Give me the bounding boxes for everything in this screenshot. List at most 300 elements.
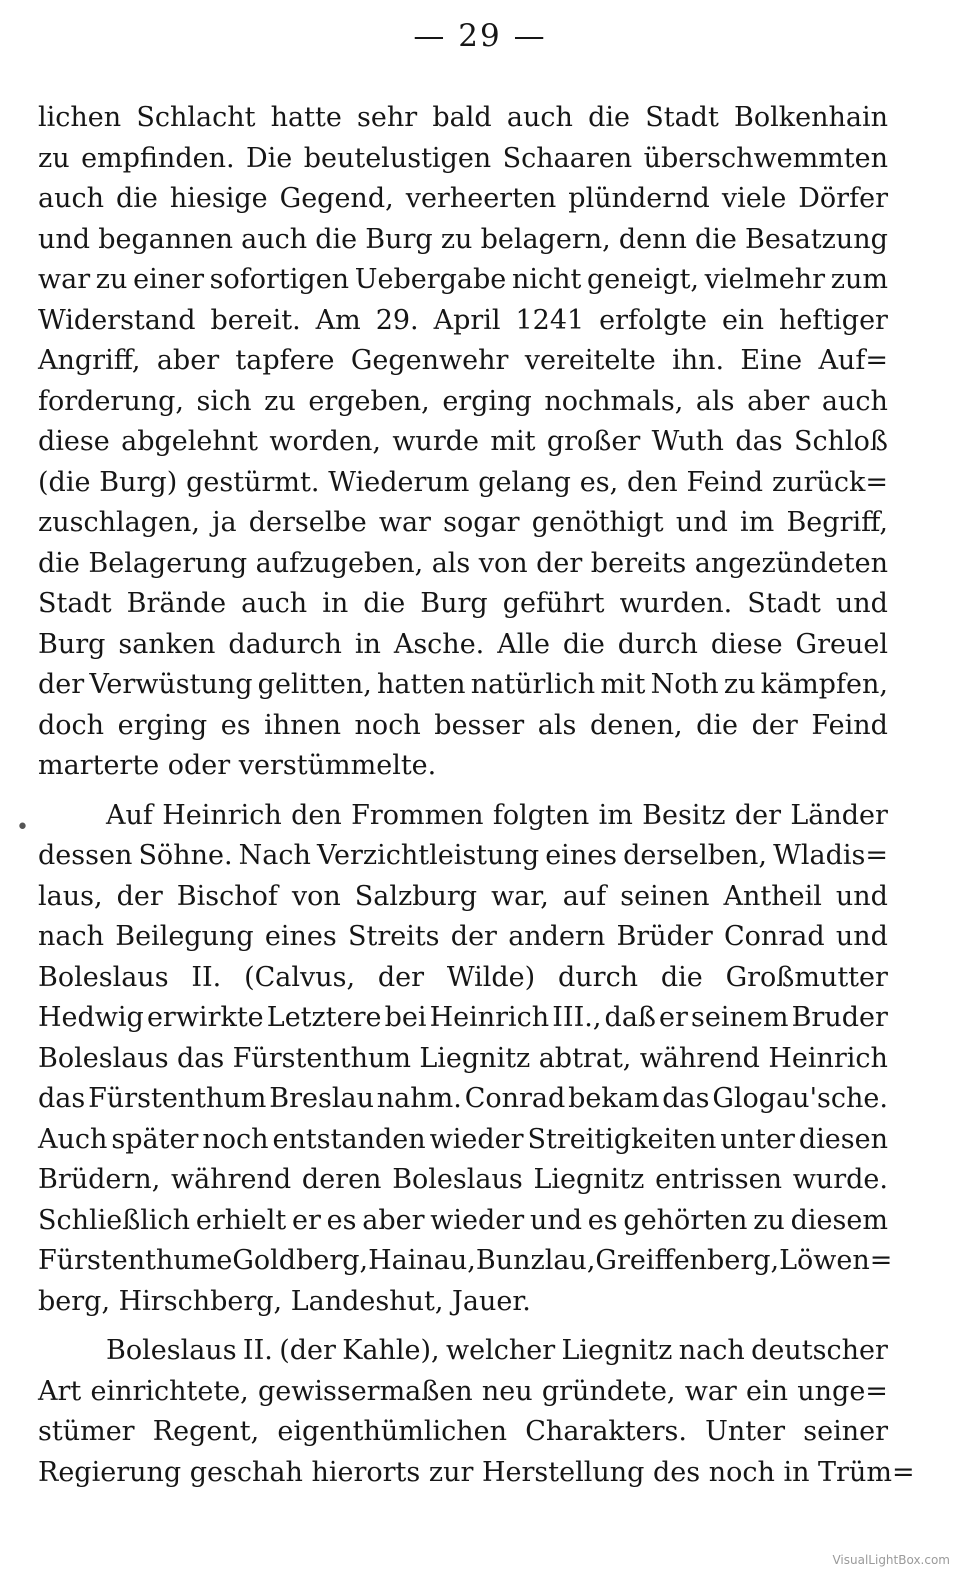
word: dessen xyxy=(38,840,133,871)
word: großer xyxy=(546,426,641,457)
word: die xyxy=(696,709,739,741)
watermark: VisualLightBox.com xyxy=(832,1553,950,1567)
word: Burg) xyxy=(99,466,178,498)
word: nach xyxy=(678,1335,745,1366)
text-line xyxy=(38,836,888,877)
word: abgelehnt xyxy=(121,426,259,457)
word: auch xyxy=(506,102,573,133)
word: Verwüstung xyxy=(89,669,253,700)
word: Burg xyxy=(38,628,106,660)
word: Frommen xyxy=(351,799,484,831)
text-line xyxy=(38,1282,888,1323)
text-line xyxy=(38,301,888,342)
word: erging xyxy=(442,385,532,417)
word: III., xyxy=(552,1002,602,1033)
word: Heinrich xyxy=(429,1002,550,1033)
word: er xyxy=(291,1204,321,1236)
word: Kahle), xyxy=(342,1335,440,1366)
word: Bischof xyxy=(176,880,278,912)
text-line xyxy=(38,503,888,544)
word: neu xyxy=(481,1375,533,1407)
text-line xyxy=(38,998,888,1039)
word: ihn. xyxy=(672,345,725,376)
word: als xyxy=(695,385,735,417)
text-line xyxy=(38,746,888,787)
word: 29. xyxy=(375,304,419,336)
word: der xyxy=(38,669,85,700)
word: ein xyxy=(721,304,764,336)
word: auf xyxy=(562,880,607,912)
word: auch xyxy=(38,183,104,214)
word: sehr xyxy=(357,102,418,133)
word: Stadt xyxy=(645,102,719,133)
word: denn xyxy=(618,223,687,255)
word: wurde. xyxy=(792,1164,888,1195)
word: vielmehr xyxy=(704,264,826,295)
word: sofortigen xyxy=(209,264,350,295)
word: vereitelte xyxy=(524,345,656,376)
word: Liegnitz xyxy=(419,1042,531,1074)
word: auch xyxy=(241,223,308,255)
word: Begriff, xyxy=(786,507,888,538)
word: hatten xyxy=(377,669,466,700)
word: Streitigkeiten xyxy=(527,1123,717,1155)
word: war xyxy=(684,1375,737,1407)
word: viele xyxy=(721,183,787,214)
word: diesen xyxy=(798,1123,888,1155)
word: Regierung xyxy=(38,1456,190,1488)
word: Antheil xyxy=(723,880,822,912)
word: Großmutter xyxy=(725,961,888,993)
word: lichen xyxy=(38,102,122,133)
word: ja xyxy=(212,507,237,538)
word: genöthigt xyxy=(531,507,664,538)
word: nahm. xyxy=(376,1083,462,1114)
text-line xyxy=(38,544,888,585)
word: wieder xyxy=(430,1204,525,1236)
word: Gegenwehr xyxy=(350,345,509,376)
word: bereits xyxy=(590,547,687,579)
word: (die xyxy=(38,466,91,498)
word: Regent, xyxy=(152,1416,260,1447)
text-line xyxy=(38,1120,888,1161)
word: sogar xyxy=(443,507,520,538)
word: folgten xyxy=(492,799,590,831)
word: das xyxy=(38,1083,86,1114)
word: auch xyxy=(241,588,308,619)
word: die xyxy=(115,183,158,214)
word: hiesige xyxy=(169,183,268,214)
text-line xyxy=(38,917,888,958)
word: Greuel xyxy=(795,628,888,660)
paragraph-gap xyxy=(38,787,888,796)
word: Verzichtleistung xyxy=(316,840,540,871)
text-line xyxy=(38,179,888,220)
word: Burg xyxy=(420,588,488,619)
word: berg, xyxy=(38,1285,119,1317)
word: aufzugeben, xyxy=(255,547,424,579)
word: belagern, xyxy=(480,223,611,255)
word: unter xyxy=(720,1123,795,1155)
word: durch xyxy=(557,961,639,993)
word: Angriff, xyxy=(38,345,141,376)
word: geschah xyxy=(189,1456,312,1488)
word: 1241 xyxy=(515,304,585,336)
word: seinen xyxy=(620,880,710,912)
word: und xyxy=(835,921,888,952)
word: besser xyxy=(434,709,525,741)
word: der xyxy=(116,880,163,912)
word: im xyxy=(598,799,633,831)
word: später xyxy=(111,1123,199,1155)
word: in xyxy=(354,628,381,660)
word: von xyxy=(291,880,341,912)
word: (Calvus, xyxy=(244,961,356,993)
text-line xyxy=(38,877,888,918)
word: und xyxy=(38,223,91,255)
word: Schlacht xyxy=(136,102,256,133)
word: Streits xyxy=(347,921,440,952)
word: es xyxy=(326,1204,357,1236)
word: die xyxy=(315,223,358,255)
word: Hirschberg, xyxy=(118,1285,291,1317)
word: nach xyxy=(38,921,104,952)
word: Herstellung xyxy=(481,1456,653,1488)
word: gehörten xyxy=(623,1204,748,1236)
word: Asche. xyxy=(393,628,485,660)
word: bekam xyxy=(568,1083,660,1114)
word: dadurch xyxy=(228,628,342,660)
word: Liegnitz xyxy=(533,1164,645,1195)
word: war xyxy=(378,507,431,538)
word: Salzburg xyxy=(354,880,478,912)
word: Hedwig xyxy=(38,1002,144,1033)
word: Bruder xyxy=(791,1002,888,1033)
word: Besatzung xyxy=(745,223,888,255)
word: Länder xyxy=(790,799,888,831)
word: zurück= xyxy=(771,466,888,498)
word: bereit. xyxy=(210,304,301,336)
word: Fürstenthume xyxy=(38,1245,233,1276)
word: laus, xyxy=(38,880,103,912)
word: Goldberg, xyxy=(232,1245,369,1276)
word: die xyxy=(38,547,80,579)
word: Conrad xyxy=(724,921,825,952)
word: marterte xyxy=(38,750,168,781)
word: gelang xyxy=(478,466,571,498)
word: zu xyxy=(38,142,70,174)
text-line xyxy=(38,958,888,999)
word: Belagerung xyxy=(88,547,248,579)
word: es, xyxy=(579,466,619,498)
word: welcher xyxy=(446,1335,556,1366)
text-line xyxy=(38,341,888,382)
word: Noth xyxy=(650,669,719,700)
word: zu xyxy=(95,264,128,295)
word: Greiffenberg, xyxy=(595,1245,780,1276)
word: seinem xyxy=(691,1002,789,1033)
word: deutscher xyxy=(751,1335,888,1366)
text-line xyxy=(38,382,888,423)
word: geneigt, xyxy=(587,264,699,295)
word: Boleslaus xyxy=(392,1164,523,1195)
word: Uebergabe xyxy=(354,264,507,295)
word: Bunzlau, xyxy=(475,1245,596,1276)
page-number-header: — 29 — xyxy=(413,18,547,54)
text-line xyxy=(38,98,888,139)
text-line xyxy=(38,1331,888,1372)
word: daß xyxy=(604,1002,656,1033)
text-line xyxy=(38,1241,893,1282)
word: bald xyxy=(432,102,492,133)
word: einer xyxy=(133,264,204,295)
word: es xyxy=(220,709,251,741)
word: das xyxy=(662,1083,710,1114)
word: erging xyxy=(117,709,208,741)
word: und xyxy=(835,880,888,912)
word: Fürstenthum xyxy=(88,1083,267,1114)
word: Schloß xyxy=(793,426,888,457)
word: Wuth xyxy=(651,426,724,457)
word: zu xyxy=(753,1204,785,1236)
word: Brände xyxy=(126,588,227,619)
word: erhielt xyxy=(195,1204,287,1236)
word: Alle xyxy=(497,628,550,660)
word: andern xyxy=(508,921,606,952)
word: es xyxy=(587,1204,618,1236)
word: tapfere xyxy=(235,345,335,376)
word: ergeben, xyxy=(308,385,430,417)
word: stümer xyxy=(38,1416,135,1447)
word: der xyxy=(751,709,798,741)
word: Art xyxy=(38,1375,82,1407)
word: heftiger xyxy=(778,304,888,336)
word: aber xyxy=(156,345,220,376)
word: noch xyxy=(354,709,421,741)
text-line xyxy=(38,625,888,666)
word: Conrad xyxy=(464,1083,566,1114)
word: die xyxy=(363,588,406,619)
word: Widerstand xyxy=(38,304,196,336)
word: zuschlagen, xyxy=(38,507,200,538)
word: Heinrich xyxy=(768,1042,888,1074)
word: durch xyxy=(617,628,698,660)
word: die xyxy=(588,102,631,133)
word: entstanden xyxy=(272,1123,426,1155)
word: Boleslaus xyxy=(38,961,169,993)
word: plündernd xyxy=(568,183,710,214)
word: worden, xyxy=(269,426,381,457)
word: Glogau'sche. xyxy=(712,1083,888,1114)
word: wurde xyxy=(392,426,479,457)
word: Besitz xyxy=(642,799,726,831)
word: während xyxy=(639,1042,760,1074)
word: Letztere xyxy=(266,1002,382,1033)
word: Boleslaus xyxy=(38,1042,169,1074)
word: II. xyxy=(242,1335,273,1366)
word: den xyxy=(291,799,342,831)
word: oder xyxy=(167,750,239,781)
word: aber xyxy=(747,385,810,417)
word: Wilde) xyxy=(446,961,536,993)
word: Feind xyxy=(686,466,764,498)
word: gründete, xyxy=(541,1375,676,1407)
text-line xyxy=(38,220,888,261)
word: eines xyxy=(264,921,337,952)
word: Burg xyxy=(365,223,433,255)
word: das xyxy=(735,426,783,457)
word: ein xyxy=(746,1375,789,1407)
text-line xyxy=(38,1039,888,1080)
word: Boleslaus xyxy=(106,1335,237,1366)
word: bei xyxy=(384,1002,427,1033)
word: der xyxy=(450,921,497,952)
word: mit xyxy=(600,669,646,700)
word: der xyxy=(377,961,425,993)
word: und xyxy=(835,588,888,619)
word: Heinrich xyxy=(162,799,282,831)
word: beutelustigen xyxy=(303,142,492,174)
word: Am xyxy=(315,304,361,336)
word: Jauer. xyxy=(452,1285,531,1317)
word: während xyxy=(171,1164,292,1195)
word: natürlich xyxy=(470,669,596,700)
word: zum xyxy=(830,264,888,295)
word: Stadt xyxy=(38,588,112,619)
word: zu xyxy=(723,669,756,700)
word: kämpfen, xyxy=(760,669,888,700)
word: Feind xyxy=(811,709,888,741)
margin-mark: • xyxy=(16,815,29,840)
word: zu xyxy=(440,223,473,255)
word: diese xyxy=(38,426,110,457)
word: Nach xyxy=(238,840,311,871)
word: die xyxy=(562,628,605,660)
word: hierorts xyxy=(311,1456,429,1488)
word: denen, xyxy=(589,709,683,741)
word: eines xyxy=(545,840,618,871)
text-line xyxy=(38,1201,888,1242)
word: angezündeten xyxy=(694,547,888,579)
word: Eine xyxy=(740,345,803,376)
word: Trüm= xyxy=(818,1456,915,1488)
word: forderung, xyxy=(38,385,184,417)
word: Brüder xyxy=(616,921,713,952)
word: erfolgte xyxy=(599,304,708,336)
word: derselben, xyxy=(623,840,768,871)
word: Die xyxy=(246,142,293,174)
word: das xyxy=(176,1042,225,1074)
word: Charakters. xyxy=(525,1416,687,1447)
word: geführt xyxy=(502,588,605,619)
word: einrichtete, xyxy=(90,1375,249,1407)
word: als xyxy=(537,709,577,741)
word: sich xyxy=(196,385,252,417)
word: doch xyxy=(38,709,105,741)
word: Schließlich xyxy=(38,1204,191,1236)
word: eigenthümlichen xyxy=(277,1416,508,1447)
word: und xyxy=(675,507,728,538)
word: des xyxy=(652,1456,709,1488)
paragraph xyxy=(38,1331,915,1493)
word: April xyxy=(433,304,501,336)
word: auch xyxy=(821,385,888,417)
word: Schaaren xyxy=(502,142,633,174)
word: Wladis= xyxy=(773,840,888,871)
word: war xyxy=(38,264,91,295)
word: als xyxy=(431,547,471,579)
word: Auch xyxy=(38,1123,108,1155)
text-line xyxy=(38,665,888,706)
word: unge= xyxy=(797,1375,888,1407)
text-line xyxy=(38,1453,915,1494)
word: zu xyxy=(264,385,296,417)
paragraph-gap xyxy=(38,1322,888,1331)
word: war, xyxy=(491,880,549,912)
word: Söhne. xyxy=(138,840,233,871)
word: Dörfer xyxy=(798,183,888,214)
word: wieder xyxy=(429,1123,524,1155)
word: mit xyxy=(490,426,536,457)
word: zur xyxy=(428,1456,482,1488)
word: entrissen xyxy=(655,1164,782,1195)
word: hatte xyxy=(270,102,342,133)
body-text xyxy=(38,98,915,1493)
text-line xyxy=(38,796,888,837)
word: und xyxy=(529,1204,583,1236)
word: verstümmelte. xyxy=(238,750,437,781)
word: die xyxy=(695,223,737,255)
word: nochmals, xyxy=(544,385,684,417)
word: seiner xyxy=(803,1416,888,1447)
word: der xyxy=(536,547,583,579)
word: der xyxy=(734,799,782,831)
word: Löwen= xyxy=(779,1245,893,1276)
word: er xyxy=(659,1002,688,1033)
text-line xyxy=(38,1412,888,1453)
word: Stadt xyxy=(747,588,821,619)
word: empfinden. xyxy=(81,142,235,174)
text-line xyxy=(38,1079,888,1120)
word: Beilegung xyxy=(115,921,254,952)
word: in xyxy=(783,1456,819,1488)
text-line xyxy=(38,422,888,463)
paragraph xyxy=(38,796,893,1323)
word: begannen xyxy=(98,223,233,255)
word: derselbe xyxy=(248,507,367,538)
word: Unter xyxy=(705,1416,786,1447)
word: noch xyxy=(202,1123,269,1155)
word: überschwemmten xyxy=(643,142,888,174)
word: nicht xyxy=(511,264,582,295)
word: diese xyxy=(710,628,783,660)
word: gelitten, xyxy=(257,669,372,700)
word: von xyxy=(478,547,528,579)
word: Wiederum xyxy=(328,466,470,498)
word: erwirkte xyxy=(146,1002,264,1033)
word: Brüdern, xyxy=(38,1164,161,1195)
word: den xyxy=(627,466,678,498)
text-line xyxy=(38,584,888,625)
word: Breslau xyxy=(269,1083,374,1114)
text-line xyxy=(38,1372,888,1413)
word: diesem xyxy=(790,1204,888,1236)
word: ihnen xyxy=(264,709,341,741)
paragraph xyxy=(38,98,888,787)
word: Fürstenthum xyxy=(232,1042,411,1074)
text-line xyxy=(38,706,888,747)
word: Liegnitz xyxy=(561,1335,673,1366)
